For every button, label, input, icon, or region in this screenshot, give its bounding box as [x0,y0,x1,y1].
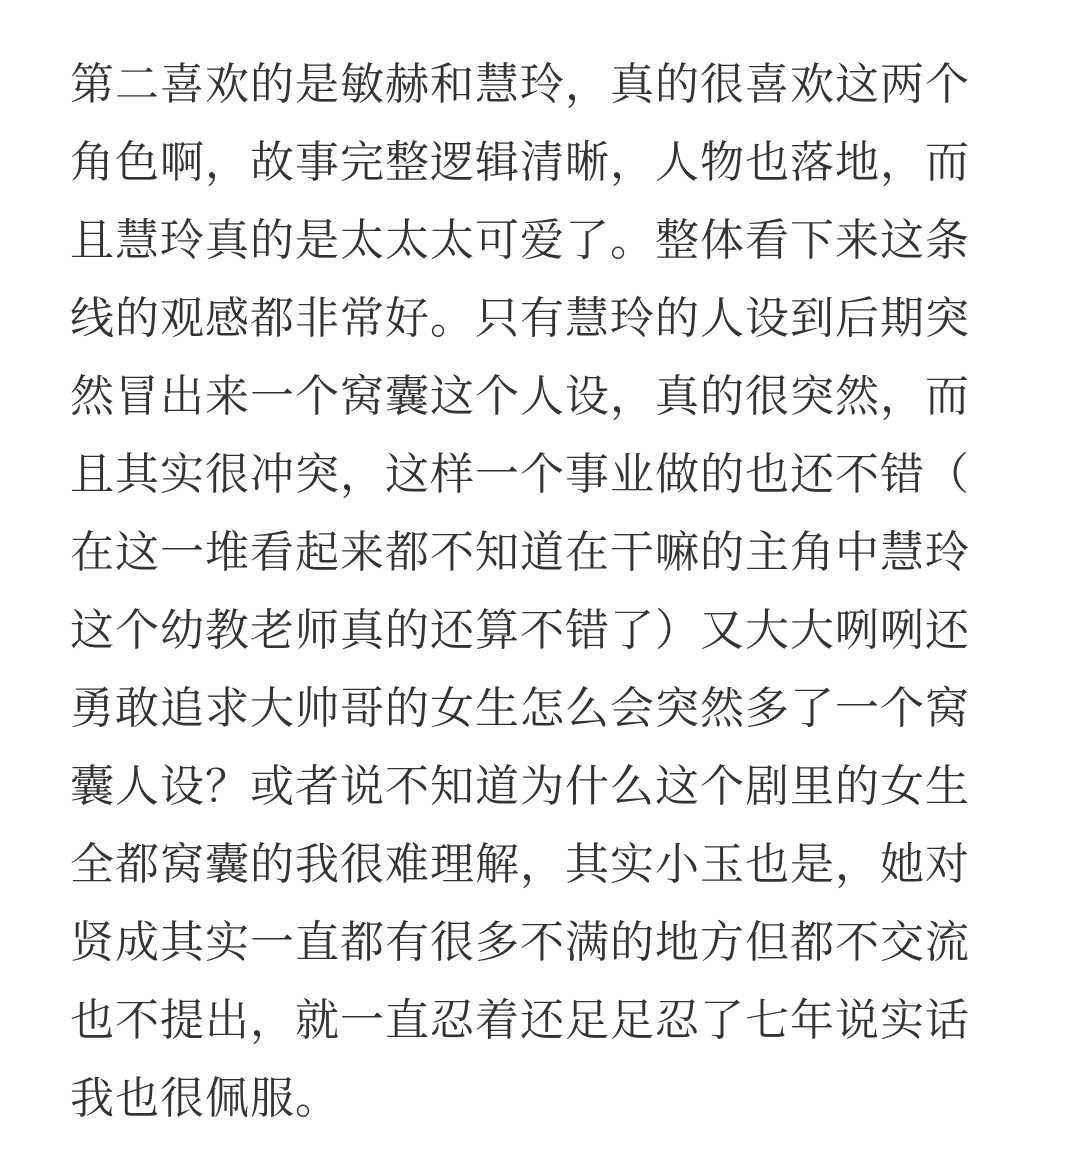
text-line: 我也很佩服。 [70,1073,340,1124]
text-line: 这个幼教老师真的还算不错了）又大大咧咧还 [70,605,970,656]
text-line: 线的观感都非常好。只有慧玲的人设到后期突 [70,293,970,344]
text-line: 在这一堆看起来都不知道在干嘛的主角中慧玲 [70,527,970,578]
text-line: 也不提出，就一直忍着还足足忍了七年说实话 [70,995,970,1046]
text-line: 然冒出来一个窝囊这个人设，真的很突然，而 [70,371,970,422]
text-line: 第二喜欢的是敏赫和慧玲，真的很喜欢这两个 [70,59,970,110]
text-line: 且其实很冲突，这样一个事业做的也还不错（ [70,449,970,500]
text-line: 勇敢追求大帅哥的女生怎么会突然多了一个窝 [70,683,970,734]
text-line: 全都窝囊的我很难理解，其实小玉也是，她对 [70,839,970,890]
text-line: 贤成其实一直都有很多不满的地方但都不交流 [70,917,970,968]
article-text [70,46,1010,1138]
text-line: 囊人设？或者说不知道为什么这个剧里的女生 [70,761,970,812]
text-line: 且慧玲真的是太太太可爱了。整体看下来这条 [70,215,970,266]
text-line: 角色啊，故事完整逻辑清晰，人物也落地，而 [70,137,970,188]
